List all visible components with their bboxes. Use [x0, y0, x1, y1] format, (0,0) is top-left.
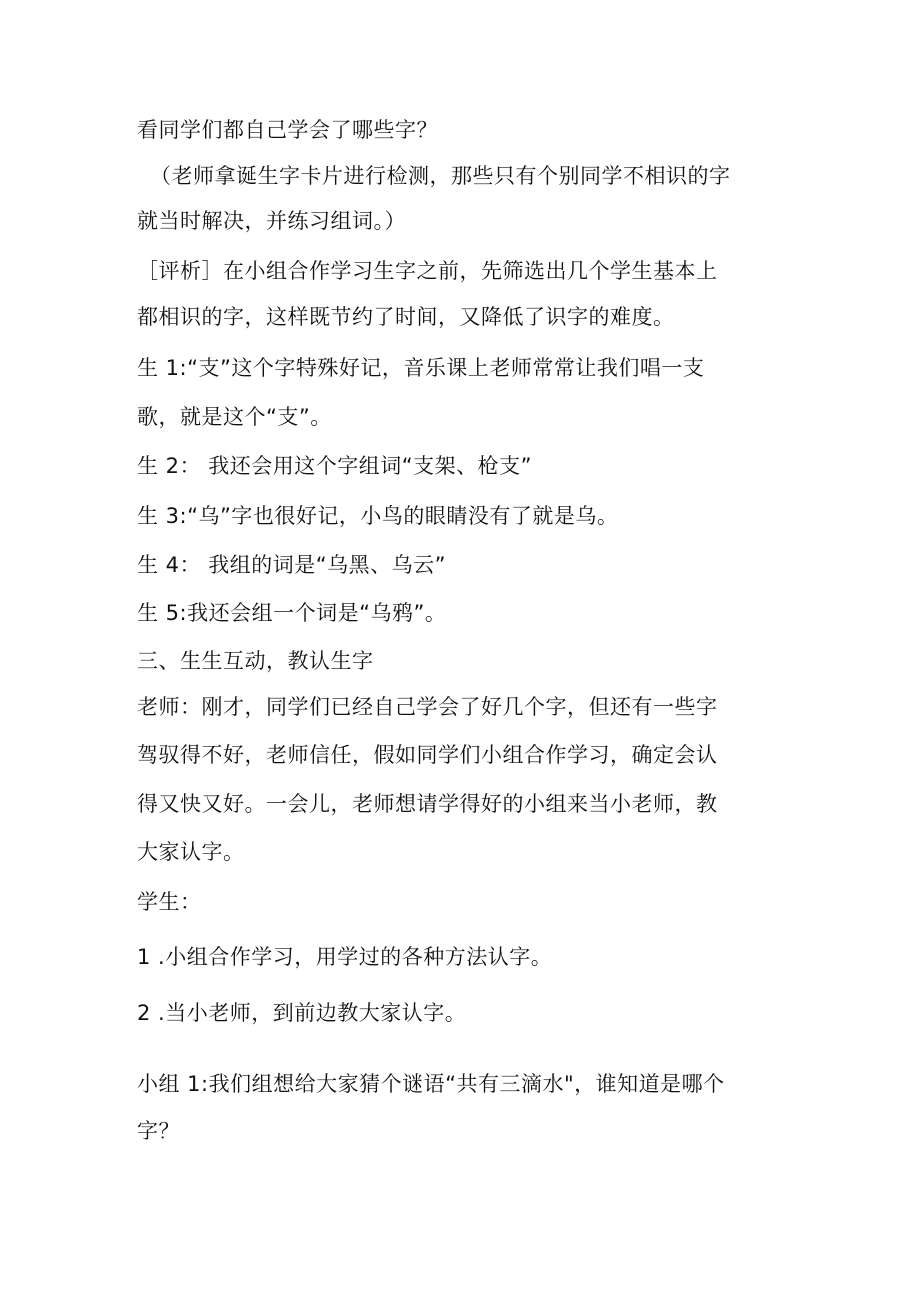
text-line-20: 小组 1:我们组想给大家猜个谜语“共有三滴水"，谁知道是哪个 — [137, 1072, 725, 1096]
text-line-16: 大家认字。 — [137, 840, 245, 864]
text-line-10: 生 4： 我组的词是“乌黑、乌云” — [137, 553, 446, 577]
text-line-21: 字？ — [137, 1119, 180, 1143]
text-line-12: 三、生生互动，教认生字 — [137, 649, 374, 673]
text-line-7: 歌，就是这个“支”。 — [137, 405, 332, 429]
text-line-14: 驾驭得不好，老师信任，假如同学们小组合作学习，确定会认 — [137, 743, 718, 767]
text-line-4: ［评析］在小组合作学习生字之前，先筛选出几个学生基本上 — [137, 259, 718, 283]
text-line-13: 老师：刚才，同学们已经自己学会了好几个字，但还有一些字 — [137, 695, 718, 719]
text-line-2: （老师拿诞生字卡片进行检测，那些只有个别同学不相识的字 — [150, 164, 731, 188]
text-line-17: 学生： — [137, 890, 202, 914]
text-line-5: 都相识的字，这样既节约了时间，又降低了识字的难度。 — [137, 305, 675, 329]
text-line-15: 得又快又好。一会儿，老师想请学得好的小组来当小老师，教 — [137, 792, 718, 816]
text-line-11: 生 5:我还会组一个词是“乌鸦”。 — [137, 601, 447, 625]
text-line-18: 1 .小组合作学习，用学过的各种方法认字。 — [137, 945, 553, 969]
text-line-8: 生 2： 我还会用这个字组词“支架、枪支” — [137, 454, 532, 478]
text-line-6: 生 1:“支”这个字特殊好记，音乐课上老师常常让我们唱一支 — [137, 356, 705, 380]
text-line-9: 生 3:“乌”字也很好记，小鸟的眼睛没有了就是乌。 — [137, 504, 619, 528]
text-line-19: 2 .当小老师，到前边教大家认字。 — [137, 1001, 467, 1025]
text-line-1: 看同学们都自己学会了哪些字？ — [137, 118, 438, 142]
text-line-3: 就当时解决，并练习组词。） — [137, 209, 406, 233]
